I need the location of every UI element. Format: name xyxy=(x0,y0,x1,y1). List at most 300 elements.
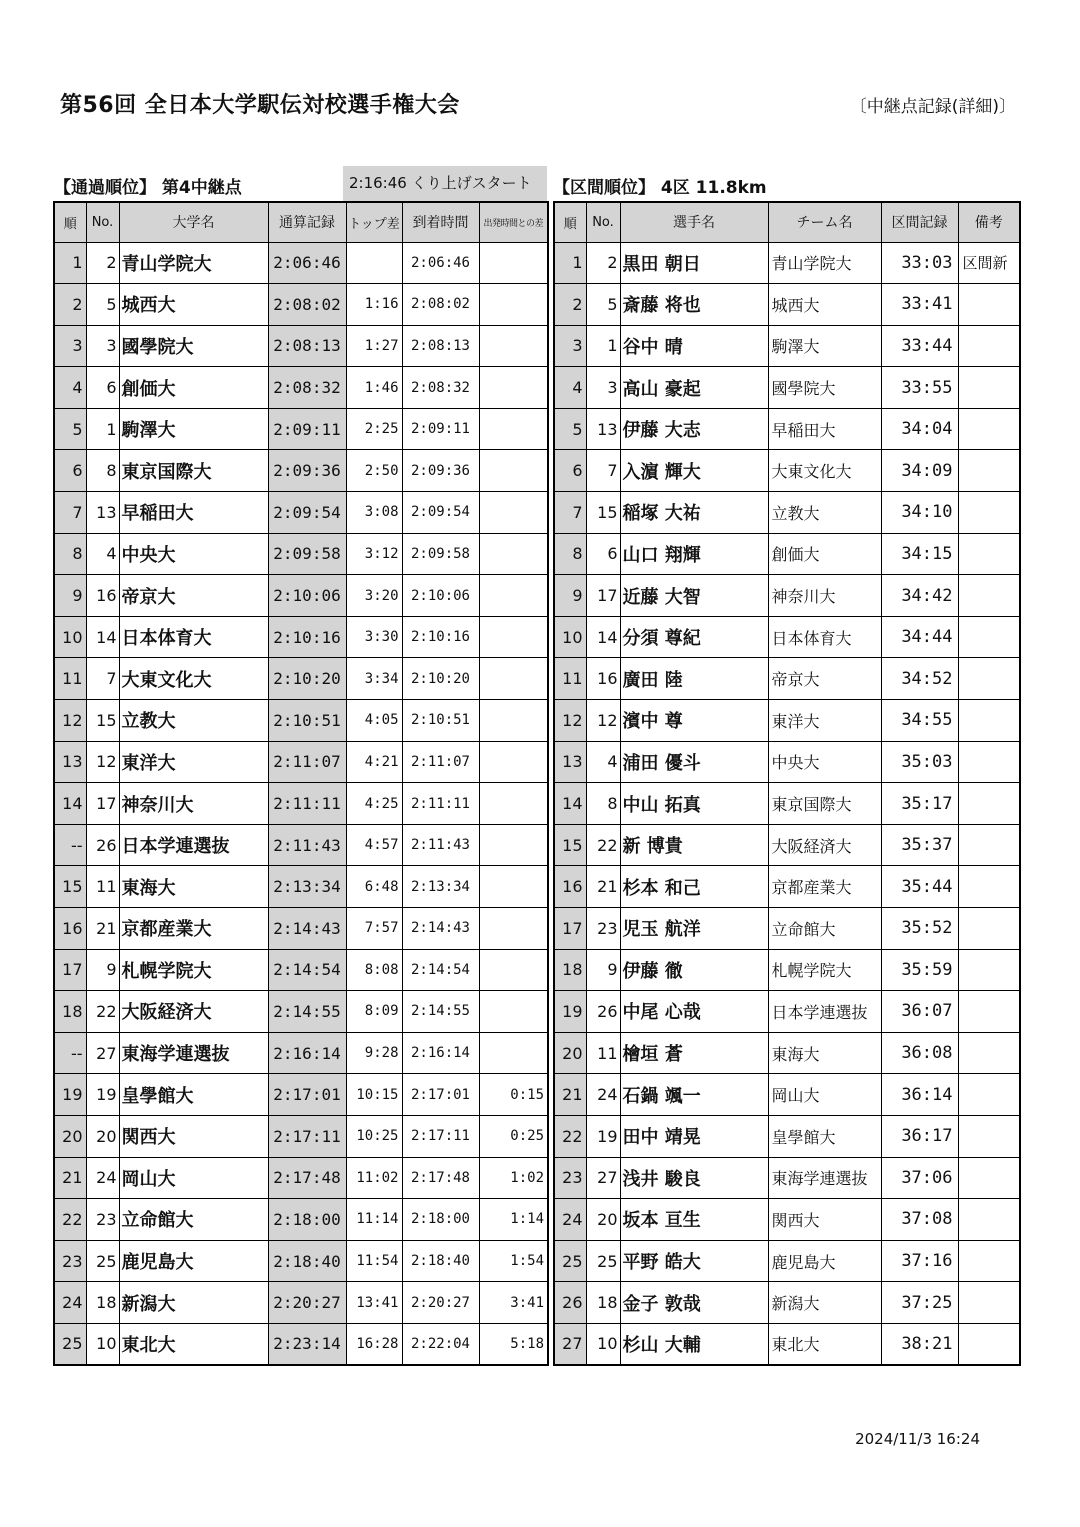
section-record-cell: 34:44 xyxy=(881,616,958,658)
remarks-cell xyxy=(958,1115,1020,1157)
runner-name-cell: 中尾 心哉 xyxy=(620,991,768,1033)
start-diff-cell: 1:14 xyxy=(479,1199,548,1241)
bib-number-cell: 4 xyxy=(586,741,620,783)
top-gap-cell: 10:15 xyxy=(346,1074,402,1116)
rank-cell: 15 xyxy=(554,824,586,866)
arrival-time-cell: 2:14:55 xyxy=(402,991,479,1033)
team-cell: 東北大 xyxy=(768,1323,881,1365)
top-gap-cell: 4:21 xyxy=(346,741,402,783)
rank-cell: 1 xyxy=(554,242,586,284)
rank-cell: 19 xyxy=(554,991,586,1033)
runner-name-cell: 新 博貴 xyxy=(620,824,768,866)
table-row xyxy=(554,616,1020,658)
bib-number-cell: 20 xyxy=(586,1199,620,1241)
table-row xyxy=(554,492,1020,534)
table-row xyxy=(554,908,1020,950)
top-gap-cell: 9:28 xyxy=(346,1032,402,1074)
arrival-time-cell: 2:09:58 xyxy=(402,533,479,575)
total-record-cell: 2:18:00 xyxy=(268,1199,346,1241)
rank-cell: -- xyxy=(54,824,86,866)
table-row xyxy=(554,824,1020,866)
runner-name-cell: 杉山 大輔 xyxy=(620,1323,768,1365)
top-gap-cell: 1:27 xyxy=(346,325,402,367)
start-diff-cell: 1:54 xyxy=(479,1240,548,1282)
start-diff-cell xyxy=(479,949,548,991)
top-gap-cell: 4:57 xyxy=(346,824,402,866)
bib-number-cell: 26 xyxy=(86,824,119,866)
total-record-cell: 2:10:16 xyxy=(268,616,346,658)
section-record-cell: 36:17 xyxy=(881,1115,958,1157)
rank-cell: 4 xyxy=(554,367,586,409)
rank-cell: 23 xyxy=(554,1157,586,1199)
section-record-cell: 35:52 xyxy=(881,908,958,950)
section-record-cell: 34:04 xyxy=(881,408,958,450)
start-diff-cell xyxy=(479,824,548,866)
col-header-start-diff: 出発時間との差 xyxy=(479,202,548,242)
table-row xyxy=(54,1157,548,1199)
section-record-cell: 34:15 xyxy=(881,533,958,575)
team-cell: 城西大 xyxy=(768,284,881,326)
runner-name-cell: 浅井 駿良 xyxy=(620,1157,768,1199)
top-gap-cell xyxy=(346,242,402,284)
bib-number-cell: 27 xyxy=(586,1157,620,1199)
university-cell: 日本体育大 xyxy=(119,616,268,658)
bib-number-cell: 6 xyxy=(586,533,620,575)
table-row xyxy=(54,1323,548,1365)
rank-cell: 10 xyxy=(554,616,586,658)
table-row xyxy=(554,1157,1020,1199)
arrival-time-cell: 2:10:16 xyxy=(402,616,479,658)
start-diff-cell xyxy=(479,492,548,534)
col-header-runner: 選手名 xyxy=(620,202,768,242)
bib-number-cell: 26 xyxy=(586,991,620,1033)
table-row xyxy=(54,367,548,409)
arrival-time-cell: 2:22:04 xyxy=(402,1323,479,1365)
bib-number-cell: 2 xyxy=(586,242,620,284)
remarks-cell xyxy=(958,866,1020,908)
table-row xyxy=(554,1074,1020,1116)
remarks-cell xyxy=(958,741,1020,783)
rank-cell: 2 xyxy=(554,284,586,326)
col-header-top-gap: トップ差 xyxy=(346,202,402,242)
runner-name-cell: 杉本 和己 xyxy=(620,866,768,908)
university-cell: 東北大 xyxy=(119,1323,268,1365)
table-row xyxy=(554,1240,1020,1282)
team-cell: 日本学連選抜 xyxy=(768,991,881,1033)
rank-cell: 2 xyxy=(54,284,86,326)
team-cell: 創価大 xyxy=(768,533,881,575)
remarks-cell xyxy=(958,575,1020,617)
section-record-cell: 37:25 xyxy=(881,1282,958,1324)
bib-number-cell: 11 xyxy=(586,1032,620,1074)
top-gap-cell: 11:02 xyxy=(346,1157,402,1199)
section-record-cell: 34:42 xyxy=(881,575,958,617)
arrival-time-cell: 2:10:51 xyxy=(402,700,479,742)
table-row xyxy=(54,450,548,492)
runner-name-cell: 稲塚 大祐 xyxy=(620,492,768,534)
university-cell: 立教大 xyxy=(119,700,268,742)
team-cell: 青山学院大 xyxy=(768,242,881,284)
rank-cell: 15 xyxy=(54,866,86,908)
university-cell: 札幌学院大 xyxy=(119,949,268,991)
university-cell: 帝京大 xyxy=(119,575,268,617)
arrival-time-cell: 2:09:54 xyxy=(402,492,479,534)
total-record-cell: 2:09:36 xyxy=(268,450,346,492)
total-record-cell: 2:13:34 xyxy=(268,866,346,908)
university-cell: 日本学連選抜 xyxy=(119,824,268,866)
arrival-time-cell: 2:17:48 xyxy=(402,1157,479,1199)
runner-name-cell: 近藤 大智 xyxy=(620,575,768,617)
rank-cell: 14 xyxy=(554,783,586,825)
university-cell: 駒澤大 xyxy=(119,408,268,450)
start-diff-cell xyxy=(479,325,548,367)
runner-name-cell: 平野 皓大 xyxy=(620,1240,768,1282)
top-gap-cell: 1:16 xyxy=(346,284,402,326)
start-diff-cell xyxy=(479,367,548,409)
rank-cell: 21 xyxy=(554,1074,586,1116)
arrival-time-cell: 2:18:40 xyxy=(402,1240,479,1282)
start-diff-cell xyxy=(479,741,548,783)
rank-cell: 11 xyxy=(554,658,586,700)
start-diff-cell xyxy=(479,242,548,284)
team-cell: 東海学連選抜 xyxy=(768,1157,881,1199)
col-header-rank: 順 xyxy=(554,202,586,242)
rank-cell: 26 xyxy=(554,1282,586,1324)
table-row xyxy=(54,1115,548,1157)
table-header-row xyxy=(54,202,548,242)
table-row xyxy=(554,367,1020,409)
bib-number-cell: 3 xyxy=(86,325,119,367)
total-record-cell: 2:17:48 xyxy=(268,1157,346,1199)
bib-number-cell: 14 xyxy=(586,616,620,658)
university-cell: 岡山大 xyxy=(119,1157,268,1199)
rank-cell: 6 xyxy=(554,450,586,492)
total-record-cell: 2:16:14 xyxy=(268,1032,346,1074)
bib-number-cell: 24 xyxy=(586,1074,620,1116)
section-record-cell: 35:17 xyxy=(881,783,958,825)
start-diff-cell xyxy=(479,450,548,492)
remarks-cell xyxy=(958,284,1020,326)
top-gap-cell: 3:20 xyxy=(346,575,402,617)
arrival-time-cell: 2:06:46 xyxy=(402,242,479,284)
table-row xyxy=(54,325,548,367)
col-header-total-record: 通算記録 xyxy=(268,202,346,242)
start-diff-cell: 0:15 xyxy=(479,1074,548,1116)
runner-name-cell: 伊藤 大志 xyxy=(620,408,768,450)
team-cell: 駒澤大 xyxy=(768,325,881,367)
table-row xyxy=(54,575,548,617)
team-cell: 大阪経済大 xyxy=(768,824,881,866)
runner-name-cell: 谷中 晴 xyxy=(620,325,768,367)
rank-cell: 3 xyxy=(54,325,86,367)
bib-number-cell: 6 xyxy=(86,367,119,409)
table-row xyxy=(54,700,548,742)
team-cell: 立教大 xyxy=(768,492,881,534)
runner-name-cell: 黒田 朝日 xyxy=(620,242,768,284)
arrival-time-cell: 2:14:43 xyxy=(402,908,479,950)
rank-cell: 14 xyxy=(54,783,86,825)
table-row xyxy=(54,284,548,326)
start-diff-cell xyxy=(479,658,548,700)
start-diff-cell xyxy=(479,908,548,950)
bib-number-cell: 7 xyxy=(586,450,620,492)
top-gap-cell: 16:28 xyxy=(346,1323,402,1365)
remarks-cell xyxy=(958,1282,1020,1324)
rank-cell: 10 xyxy=(54,616,86,658)
rank-cell: 21 xyxy=(54,1157,86,1199)
table-row xyxy=(554,1032,1020,1074)
table-row xyxy=(554,450,1020,492)
bib-number-cell: 19 xyxy=(86,1074,119,1116)
total-record-cell: 2:14:55 xyxy=(268,991,346,1033)
rank-cell: 13 xyxy=(554,741,586,783)
section-record-cell: 34:09 xyxy=(881,450,958,492)
university-cell: 城西大 xyxy=(119,284,268,326)
arrival-time-cell: 2:09:36 xyxy=(402,450,479,492)
rank-cell: 7 xyxy=(54,492,86,534)
table-row xyxy=(554,533,1020,575)
rank-cell: 7 xyxy=(554,492,586,534)
table-row xyxy=(54,783,548,825)
runner-name-cell: 金子 敦哉 xyxy=(620,1282,768,1324)
university-cell: 東京国際大 xyxy=(119,450,268,492)
top-gap-cell: 1:46 xyxy=(346,367,402,409)
table-row xyxy=(54,1032,548,1074)
table-row xyxy=(54,408,548,450)
runner-name-cell: 濱中 尊 xyxy=(620,700,768,742)
team-cell: 日本体育大 xyxy=(768,616,881,658)
bib-number-cell: 24 xyxy=(86,1157,119,1199)
arrival-time-cell: 2:08:13 xyxy=(402,325,479,367)
table-row xyxy=(554,991,1020,1033)
runner-name-cell: 斎藤 将也 xyxy=(620,284,768,326)
bib-number-cell: 8 xyxy=(586,783,620,825)
rank-cell: 16 xyxy=(554,866,586,908)
bib-number-cell: 23 xyxy=(86,1199,119,1241)
section-record-cell: 35:44 xyxy=(881,866,958,908)
start-diff-cell xyxy=(479,1032,548,1074)
bib-number-cell: 10 xyxy=(86,1323,119,1365)
bib-number-cell: 13 xyxy=(586,408,620,450)
bib-number-cell: 8 xyxy=(86,450,119,492)
team-cell: 札幌学院大 xyxy=(768,949,881,991)
university-cell: 國學院大 xyxy=(119,325,268,367)
total-record-cell: 2:20:27 xyxy=(268,1282,346,1324)
start-diff-cell xyxy=(479,575,548,617)
team-cell: 立命館大 xyxy=(768,908,881,950)
table-row xyxy=(54,866,548,908)
arrival-time-cell: 2:14:54 xyxy=(402,949,479,991)
rank-cell: 8 xyxy=(54,533,86,575)
bib-number-cell: 25 xyxy=(586,1240,620,1282)
remarks-cell xyxy=(958,533,1020,575)
runner-name-cell: 伊藤 徹 xyxy=(620,949,768,991)
runner-name-cell: 児玉 航洋 xyxy=(620,908,768,950)
top-gap-cell: 7:57 xyxy=(346,908,402,950)
top-gap-cell: 13:41 xyxy=(346,1282,402,1324)
top-gap-cell: 6:48 xyxy=(346,866,402,908)
table-row xyxy=(554,949,1020,991)
bib-number-cell: 17 xyxy=(586,575,620,617)
bib-number-cell: 1 xyxy=(86,408,119,450)
start-diff-cell: 5:18 xyxy=(479,1323,548,1365)
table-row xyxy=(54,658,548,700)
bib-number-cell: 12 xyxy=(586,700,620,742)
section-record-cell: 34:52 xyxy=(881,658,958,700)
rank-cell: 12 xyxy=(554,700,586,742)
table-row xyxy=(554,741,1020,783)
university-cell: 新潟大 xyxy=(119,1282,268,1324)
university-cell: 東海大 xyxy=(119,866,268,908)
section-ranking-heading: 【区間順位】 4区 11.8km xyxy=(553,178,767,198)
rank-cell: 17 xyxy=(54,949,86,991)
team-cell: 東海大 xyxy=(768,1032,881,1074)
team-cell: 東洋大 xyxy=(768,700,881,742)
section-record-cell: 36:14 xyxy=(881,1074,958,1116)
bib-number-cell: 2 xyxy=(86,242,119,284)
arrival-time-cell: 2:10:20 xyxy=(402,658,479,700)
section-record-cell: 37:16 xyxy=(881,1240,958,1282)
bib-number-cell: 19 xyxy=(586,1115,620,1157)
top-gap-cell: 11:14 xyxy=(346,1199,402,1241)
arrival-time-cell: 2:08:32 xyxy=(402,367,479,409)
runner-name-cell: 檜垣 蒼 xyxy=(620,1032,768,1074)
table-row xyxy=(54,242,548,284)
col-header-university: 大学名 xyxy=(119,202,268,242)
rank-cell: 11 xyxy=(54,658,86,700)
table-row xyxy=(554,783,1020,825)
bib-number-cell: 3 xyxy=(586,367,620,409)
col-header-no: No. xyxy=(86,202,119,242)
total-record-cell: 2:08:32 xyxy=(268,367,346,409)
table-header-row xyxy=(554,202,1020,242)
rank-cell: 12 xyxy=(54,700,86,742)
arrival-time-cell: 2:17:11 xyxy=(402,1115,479,1157)
remarks-cell xyxy=(958,1240,1020,1282)
bib-number-cell: 20 xyxy=(86,1115,119,1157)
table-row xyxy=(554,325,1020,367)
passing-order-heading: 【通過順位】 第4中継点 xyxy=(54,178,242,198)
bib-number-cell: 12 xyxy=(86,741,119,783)
university-cell: 青山学院大 xyxy=(119,242,268,284)
rank-cell: 25 xyxy=(54,1323,86,1365)
remarks-cell xyxy=(958,1323,1020,1365)
table-row xyxy=(54,616,548,658)
rank-cell: 16 xyxy=(54,908,86,950)
team-cell: 京都産業大 xyxy=(768,866,881,908)
bib-number-cell: 27 xyxy=(86,1032,119,1074)
top-gap-cell: 3:34 xyxy=(346,658,402,700)
total-record-cell: 2:23:14 xyxy=(268,1323,346,1365)
total-record-cell: 2:10:20 xyxy=(268,658,346,700)
start-diff-cell xyxy=(479,700,548,742)
arrival-time-cell: 2:11:07 xyxy=(402,741,479,783)
total-record-cell: 2:09:54 xyxy=(268,492,346,534)
university-cell: 大東文化大 xyxy=(119,658,268,700)
remarks-cell xyxy=(958,1157,1020,1199)
arrival-time-cell: 2:17:01 xyxy=(402,1074,479,1116)
university-cell: 創価大 xyxy=(119,367,268,409)
col-header-remarks: 備考 xyxy=(958,202,1020,242)
bib-number-cell: 21 xyxy=(86,908,119,950)
section-record-cell: 33:03 xyxy=(881,242,958,284)
university-cell: 早稲田大 xyxy=(119,492,268,534)
total-record-cell: 2:09:11 xyxy=(268,408,346,450)
start-diff-cell xyxy=(479,533,548,575)
bib-number-cell: 5 xyxy=(86,284,119,326)
bib-number-cell: 18 xyxy=(86,1282,119,1324)
rank-cell: 20 xyxy=(554,1032,586,1074)
total-record-cell: 2:14:43 xyxy=(268,908,346,950)
remarks-cell xyxy=(958,783,1020,825)
rank-cell: 6 xyxy=(54,450,86,492)
total-record-cell: 2:09:58 xyxy=(268,533,346,575)
bib-number-cell: 11 xyxy=(86,866,119,908)
total-record-cell: 2:17:01 xyxy=(268,1074,346,1116)
arrival-time-cell: 2:09:11 xyxy=(402,408,479,450)
table-row xyxy=(554,1115,1020,1157)
total-record-cell: 2:11:07 xyxy=(268,741,346,783)
total-record-cell: 2:11:11 xyxy=(268,783,346,825)
team-cell: 神奈川大 xyxy=(768,575,881,617)
rank-cell: 8 xyxy=(554,533,586,575)
section-record-cell: 35:03 xyxy=(881,741,958,783)
university-cell: 皇學館大 xyxy=(119,1074,268,1116)
team-cell: 中央大 xyxy=(768,741,881,783)
table-row xyxy=(54,949,548,991)
section-record-cell: 35:59 xyxy=(881,949,958,991)
total-record-cell: 2:14:54 xyxy=(268,949,346,991)
top-gap-cell: 10:25 xyxy=(346,1115,402,1157)
bib-number-cell: 25 xyxy=(86,1240,119,1282)
table-row xyxy=(554,1282,1020,1324)
runner-name-cell: 田中 靖晃 xyxy=(620,1115,768,1157)
section-record-cell: 37:08 xyxy=(881,1199,958,1241)
table-row xyxy=(54,824,548,866)
remarks-cell xyxy=(958,616,1020,658)
total-record-cell: 2:17:11 xyxy=(268,1115,346,1157)
rank-cell: 17 xyxy=(554,908,586,950)
bib-number-cell: 13 xyxy=(86,492,119,534)
team-cell: 皇學館大 xyxy=(768,1115,881,1157)
top-gap-cell: 3:12 xyxy=(346,533,402,575)
section-record-cell: 33:55 xyxy=(881,367,958,409)
rank-cell: 1 xyxy=(54,242,86,284)
remarks-cell xyxy=(958,1074,1020,1116)
section-record-cell: 35:37 xyxy=(881,824,958,866)
col-header-no: No. xyxy=(586,202,620,242)
start-diff-cell xyxy=(479,783,548,825)
remarks-cell xyxy=(958,700,1020,742)
runner-name-cell: 山口 翔輝 xyxy=(620,533,768,575)
team-cell: 國學院大 xyxy=(768,367,881,409)
col-header-arrival-time: 到着時間 xyxy=(402,202,479,242)
bib-number-cell: 21 xyxy=(586,866,620,908)
total-record-cell: 2:10:51 xyxy=(268,700,346,742)
top-gap-cell: 2:50 xyxy=(346,450,402,492)
rank-cell: 4 xyxy=(54,367,86,409)
table-row xyxy=(554,242,1020,284)
table-row xyxy=(54,533,548,575)
total-record-cell: 2:18:40 xyxy=(268,1240,346,1282)
remarks-cell xyxy=(958,991,1020,1033)
rank-cell: 5 xyxy=(54,408,86,450)
top-gap-cell: 3:30 xyxy=(346,616,402,658)
section-record-cell: 34:55 xyxy=(881,700,958,742)
university-cell: 関西大 xyxy=(119,1115,268,1157)
table-row xyxy=(554,658,1020,700)
start-diff-cell xyxy=(479,991,548,1033)
